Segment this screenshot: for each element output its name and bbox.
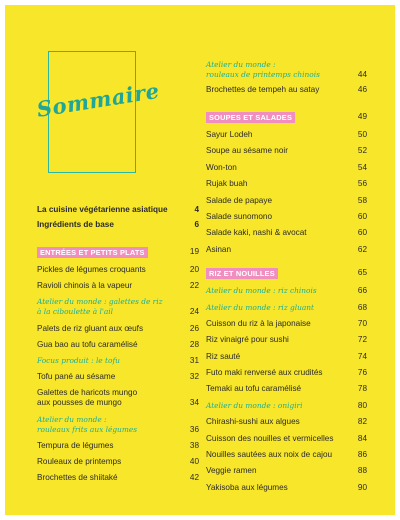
toc-entry-label: Brochettes de shiitaké bbox=[37, 473, 118, 483]
toc-entry bbox=[206, 212, 367, 222]
toc-entry-label: La cuisine végétarienne asiatique bbox=[37, 205, 168, 214]
toc-entry-label: Veggie ramen bbox=[206, 466, 257, 476]
toc-entry-label: Cuisson des nouilles et vermicelles bbox=[206, 433, 334, 443]
toc-page-number: 62 bbox=[357, 244, 367, 254]
toc-page-number: 56 bbox=[357, 179, 367, 189]
toc-entry-label: Palets de riz gluant aux œufs bbox=[37, 323, 144, 333]
toc-entry bbox=[37, 372, 199, 382]
toc-entry-label: Atelier du monde : galettes de riz bbox=[37, 297, 163, 307]
toc-entry-label: Atelier du monde : riz gluant bbox=[206, 302, 315, 312]
toc-entry bbox=[37, 441, 199, 451]
toc-feature-entry bbox=[37, 297, 199, 317]
toc-feature-entry bbox=[206, 303, 367, 313]
toc-page-number: 58 bbox=[357, 195, 367, 205]
toc-entry bbox=[37, 457, 199, 467]
toc-entry bbox=[206, 196, 367, 206]
toc-entry-label: Atelier du monde : onigiri bbox=[206, 400, 303, 410]
toc-page-number: 26 bbox=[189, 323, 199, 333]
toc-entry bbox=[206, 179, 367, 189]
toc-entry bbox=[37, 473, 199, 483]
toc-page-number: 54 bbox=[357, 162, 367, 172]
toc-entry bbox=[206, 434, 367, 444]
toc-page bbox=[5, 5, 395, 515]
toc-entry bbox=[206, 85, 367, 95]
toc-page-number: 66 bbox=[357, 286, 367, 296]
toc-entry bbox=[206, 417, 367, 427]
toc-entry-label: Ingrédients de base bbox=[37, 220, 114, 229]
toc-entry-label: rouleaux de printemps chinois bbox=[206, 70, 320, 79]
toc-page-number: 44 bbox=[357, 70, 367, 79]
toc-entry-label: Salade kaki, nashi & avocat bbox=[206, 228, 307, 238]
toc-entry bbox=[37, 340, 199, 350]
toc-entry-label: Won-ton bbox=[206, 162, 237, 172]
toc-entry-label: Cuisson du riz à la japonaise bbox=[206, 318, 311, 328]
toc-entry-label: Temaki au tofu caramélisé bbox=[206, 384, 302, 394]
toc-entry-label: Pickles de légumes croquants bbox=[37, 265, 146, 274]
toc-page-number: 52 bbox=[357, 146, 367, 156]
toc-entry-label: Focus produit : le tofu bbox=[37, 355, 120, 365]
toc-page-number: 32 bbox=[189, 372, 199, 382]
toc-page-number: 4 bbox=[194, 205, 199, 214]
toc-intro-entry bbox=[37, 205, 199, 215]
toc-entry-label: rouleaux frits aux légumes bbox=[37, 424, 137, 434]
spacer bbox=[206, 261, 367, 268]
toc-page-number: 46 bbox=[357, 85, 367, 94]
toc-page-number: 65 bbox=[357, 268, 367, 278]
toc-entry bbox=[37, 265, 199, 275]
toc-page-number: 82 bbox=[357, 417, 367, 427]
toc-page-number: 22 bbox=[189, 281, 199, 291]
section-label: ENTRÉES ET PETITS PLATS bbox=[37, 247, 148, 258]
toc-entry bbox=[206, 146, 367, 156]
toc-entry bbox=[206, 228, 367, 238]
toc-right-column bbox=[206, 60, 367, 499]
toc-entry-label: Atelier du monde : bbox=[206, 60, 276, 69]
toc-page-number: 6 bbox=[194, 220, 199, 229]
toc-page-number: 42 bbox=[189, 473, 199, 483]
toc-entry bbox=[37, 388, 199, 408]
toc-page-number: 50 bbox=[357, 130, 367, 139]
toc-entry-label: Asinan bbox=[206, 244, 232, 254]
toc-entry-label: Ravioli chinois à la vapeur bbox=[37, 281, 133, 291]
toc-entry-label: Gua bao au tofu caramélisé bbox=[37, 339, 138, 349]
toc-entry bbox=[206, 245, 367, 255]
toc-entry-label: Chirashi-sushi aux algues bbox=[206, 417, 300, 427]
toc-entry bbox=[37, 324, 199, 334]
toc-entry bbox=[206, 466, 367, 476]
toc-entry bbox=[206, 450, 367, 460]
toc-entry bbox=[206, 483, 367, 493]
toc-entry-label: à la ciboulette à l'ail bbox=[37, 307, 114, 317]
toc-page-number: 28 bbox=[189, 339, 199, 349]
toc-section-heading bbox=[206, 112, 367, 123]
toc-page-number: 36 bbox=[189, 424, 199, 434]
spacer bbox=[206, 100, 367, 112]
toc-page-number: 60 bbox=[357, 211, 367, 221]
toc-entry-label: Yakisoba aux légumes bbox=[206, 482, 288, 492]
toc-page-number: 31 bbox=[189, 355, 199, 365]
toc-entry-label: Brochettes de tempeh au satay bbox=[206, 85, 320, 94]
toc-page-number: 74 bbox=[357, 351, 367, 361]
page-title: Sommaire bbox=[35, 77, 162, 122]
toc-feature-entry bbox=[206, 60, 367, 80]
toc-left-column bbox=[37, 205, 199, 489]
toc-page-number: 84 bbox=[357, 433, 367, 443]
toc-entry-label: Atelier du monde : bbox=[37, 414, 107, 424]
toc-page-number: 78 bbox=[357, 384, 367, 394]
toc-page-number: 72 bbox=[357, 335, 367, 345]
toc-feature-entry bbox=[37, 356, 199, 366]
toc-entry bbox=[206, 368, 367, 378]
toc-page-number: 90 bbox=[357, 482, 367, 492]
toc-page-number: 20 bbox=[189, 265, 199, 274]
toc-entry-label: Riz vinaigré pour sushi bbox=[206, 335, 289, 345]
toc-page-number: 68 bbox=[357, 302, 367, 312]
toc-feature-entry bbox=[206, 286, 367, 296]
toc-page-number: 38 bbox=[189, 440, 199, 450]
toc-page-number: 40 bbox=[189, 456, 199, 466]
toc-entry-label: Salade sunomono bbox=[206, 211, 273, 221]
toc-page-number: 34 bbox=[189, 398, 199, 408]
toc-intro-entry bbox=[37, 220, 199, 230]
toc-page-number: 60 bbox=[357, 228, 367, 238]
toc-entry-label: Futo maki renversé aux crudités bbox=[206, 368, 323, 378]
toc-entry bbox=[206, 319, 367, 329]
toc-page-number: 19 bbox=[189, 247, 199, 256]
section-label: RIZ ET NOUILLES bbox=[206, 268, 278, 279]
toc-feature-entry bbox=[37, 415, 199, 435]
toc-page-number: 70 bbox=[357, 318, 367, 328]
toc-entry bbox=[206, 384, 367, 394]
toc-entry-label: aux pousses de mungo bbox=[37, 398, 122, 408]
section-label: SOUPES ET SALADES bbox=[206, 112, 295, 123]
toc-page-number: 49 bbox=[357, 112, 367, 121]
toc-entry bbox=[206, 130, 367, 140]
toc-entry bbox=[206, 335, 367, 345]
toc-entry-label: Nouilles sautées aux noix de cajou bbox=[206, 450, 333, 460]
toc-entry-label: Salade de papaye bbox=[206, 195, 273, 205]
toc-page-number: 80 bbox=[357, 400, 367, 410]
toc-page-number: 24 bbox=[189, 307, 199, 317]
toc-section-heading bbox=[206, 268, 367, 279]
toc-entry-label: Tempura de légumes bbox=[37, 440, 114, 450]
toc-section-heading bbox=[37, 247, 199, 258]
toc-page-number: 88 bbox=[357, 466, 367, 476]
spacer bbox=[37, 235, 199, 247]
toc-entry-label: Tofu pané au sésame bbox=[37, 372, 116, 382]
toc-entry bbox=[37, 281, 199, 291]
toc-entry-label: Riz sauté bbox=[206, 351, 241, 361]
toc-entry bbox=[206, 352, 367, 362]
toc-entry bbox=[206, 163, 367, 173]
toc-entry-label: Sayur Lodeh bbox=[206, 130, 253, 139]
toc-entry-label: Galettes de haricots mungo bbox=[37, 388, 138, 398]
toc-page-number: 76 bbox=[357, 368, 367, 378]
toc-entry-label: Soupe au sésame noir bbox=[206, 146, 288, 156]
toc-feature-entry bbox=[206, 401, 367, 411]
toc-entry-label: Atelier du monde : riz chinois bbox=[206, 286, 317, 296]
toc-entry-label: Rujak buah bbox=[206, 179, 248, 189]
toc-entry-label: Rouleaux de printemps bbox=[37, 456, 122, 466]
toc-page-number: 86 bbox=[357, 450, 367, 460]
